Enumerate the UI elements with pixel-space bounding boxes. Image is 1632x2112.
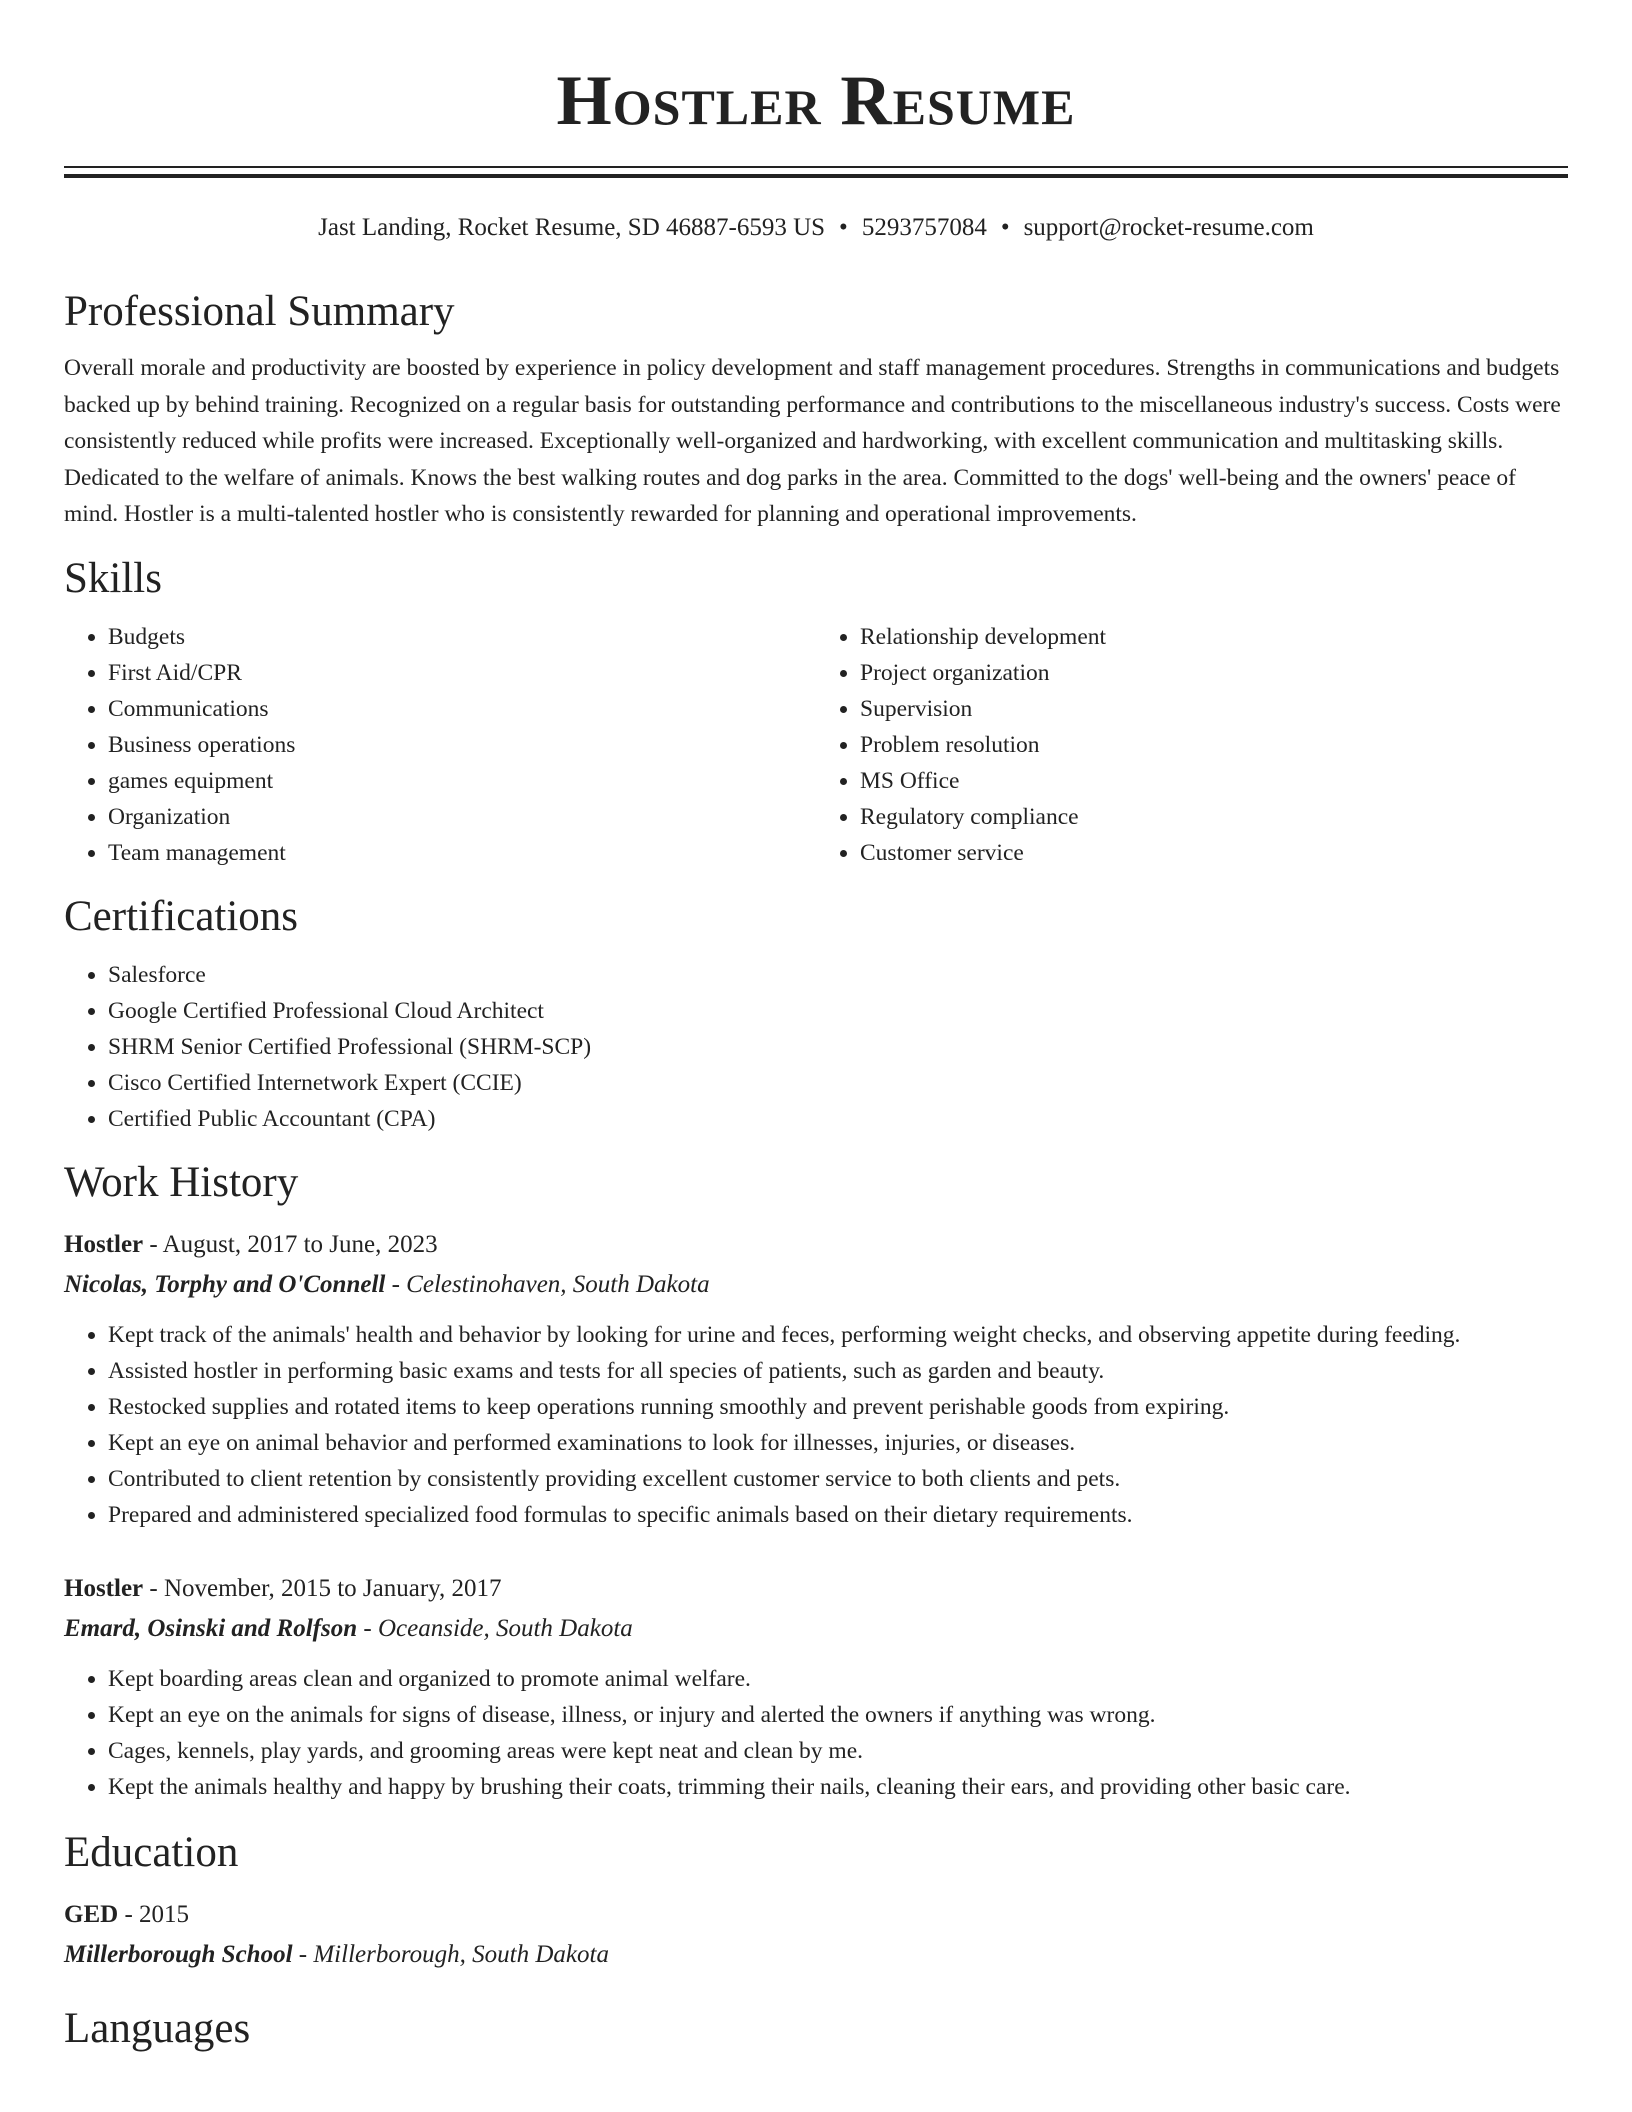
job-entry	[64, 1569, 1568, 1805]
contact-separator: •	[839, 214, 848, 241]
skill-item: • Supervision	[860, 691, 1568, 727]
job-duty-item: • Prepared and administered specialized food formulas to specific animals based on their dietary requirements.	[108, 1497, 1568, 1533]
certification-item: • SHRM Senior Certified Professional (SHRM-SCP)	[108, 1029, 1568, 1065]
job-title-line	[64, 1225, 1568, 1265]
education-year: - 2015	[118, 1900, 190, 1928]
education-location: - Millerborough, South Dakota	[292, 1940, 609, 1968]
job-duty-item: • Cages, kennels, play yards, and grooming areas were kept neat and clean by me.	[108, 1733, 1568, 1769]
skill-item: • Organization	[108, 799, 816, 835]
job-duties-list	[64, 1661, 1568, 1805]
education-heading: Education	[64, 1828, 239, 1876]
certification-item: • Google Certified Professional Cloud Architect	[108, 993, 1568, 1029]
job-duty-item: • Kept the animals healthy and happy by brushing their coats, trimming their nails, cleaning their ears, and providing other basic care.	[108, 1769, 1568, 1805]
job-dates: - November, 2015 to January, 2017	[143, 1574, 502, 1602]
job-duty-item: • Kept an eye on animal behavior and performed examinations to look for illnesses, injuries, or diseases.	[108, 1425, 1568, 1461]
skill-item: • First Aid/CPR	[108, 655, 816, 691]
education-school: Millerborough School	[64, 1940, 293, 1968]
header-divider-thick	[64, 174, 1568, 178]
job-company-line	[64, 1265, 1568, 1305]
job-company: Nicolas, Torphy and O'Connell	[64, 1270, 386, 1298]
job-entry	[64, 1225, 1568, 1533]
contact-address: Jast Landing, Rocket Resume, SD 46887-6593 US	[318, 214, 826, 241]
header-divider-thin	[64, 166, 1568, 168]
contact-separator: •	[1000, 214, 1010, 241]
skill-item: • Budgets	[108, 619, 816, 655]
skills-list-left	[64, 619, 816, 871]
certification-item: • Certified Public Accountant (CPA)	[108, 1101, 1568, 1137]
skill-item: • Regulatory compliance	[860, 799, 1568, 835]
job-duty-item: • Contributed to client retention by consistently providing excellent customer service to both clients and pets.	[108, 1461, 1568, 1497]
work-history-heading: Work History	[64, 1158, 299, 1206]
languages-heading: Languages	[64, 2004, 251, 2052]
resume-title: Hostler Resume	[556, 62, 1076, 140]
contact-line	[64, 212, 1568, 244]
job-company: Emard, Osinski and Rolfson	[64, 1614, 358, 1642]
job-location: - Oceanside, South Dakota	[357, 1614, 633, 1642]
certification-item: • Salesforce	[108, 957, 1568, 993]
skills-list-right	[816, 619, 1568, 871]
skills-columns	[64, 619, 1568, 871]
certifications-heading: Certifications	[64, 892, 299, 940]
job-company-line	[64, 1609, 1568, 1649]
summary-text: Overall morale and productivity are boosted by experience in policy development and staff management procedures. Strengths in communications and budgets backed up by behind training. Recognized on a regular basis for outstanding performance and contributions to the miscellaneous industry's success. Costs were consistently reduced while profits were increased. Exceptionally well-organized and hardworking, with excellent communication and multitasking skills. Dedicated to the welfare of animals. Knows the best walking routes and dog parks in the area. Committed to the dogs' well-being and the owners' peace of mind. Hostler is a multi-talented hostler who is consistently rewarded for planning and operational improvements.	[64, 355, 1561, 527]
skill-item: • Relationship development	[860, 619, 1568, 655]
contact-phone: 5293757084	[861, 214, 987, 241]
resume-page	[64, 0, 1568, 2055]
contact-email[interactable]: support@rocket-resume.com	[1023, 214, 1314, 241]
skill-item: • Communications	[108, 691, 816, 727]
job-location: - Celestinohaven, South Dakota	[385, 1270, 710, 1298]
skill-item: • MS Office	[860, 763, 1568, 799]
skill-item: • Business operations	[108, 727, 816, 763]
job-title: Hostler	[64, 1230, 144, 1258]
job-duty-item: • Kept an eye on the animals for signs of disease, illness, or injury and alerted the owners if anything was wrong.	[108, 1697, 1568, 1733]
job-duty-item: • Kept boarding areas clean and organized to promote animal welfare.	[108, 1661, 1568, 1697]
skill-item: • Problem resolution	[860, 727, 1568, 763]
job-duty-item: • Kept track of the animals' health and behavior by looking for urine and feces, performing weight checks, and observing appetite during feeding.	[108, 1317, 1568, 1353]
job-duties-list	[64, 1317, 1568, 1533]
skills-heading: Skills	[64, 554, 162, 602]
skill-item: • Project organization	[860, 655, 1568, 691]
certifications-list	[64, 957, 1568, 1137]
certification-item: • Cisco Certified Internetwork Expert (CCIE)	[108, 1065, 1568, 1101]
skill-item: • Customer service	[860, 835, 1568, 871]
summary-heading: Professional Summary	[64, 288, 455, 335]
job-dates: - August, 2017 to June, 2023	[143, 1230, 438, 1258]
education-school-line	[64, 1935, 1568, 1975]
education-degree: GED	[64, 1900, 119, 1928]
job-title: Hostler	[64, 1574, 144, 1602]
education-degree-line	[64, 1895, 1568, 1935]
skill-item: • Team management	[108, 835, 816, 871]
job-title-line	[64, 1569, 1568, 1609]
skill-item: • games equipment	[108, 763, 816, 799]
job-duty-item: • Assisted hostler in performing basic exams and tests for all species of patients, such as garden and beauty.	[108, 1353, 1568, 1389]
job-duty-item: • Restocked supplies and rotated items to keep operations running smoothly and prevent perishable goods from expiring.	[108, 1389, 1568, 1425]
